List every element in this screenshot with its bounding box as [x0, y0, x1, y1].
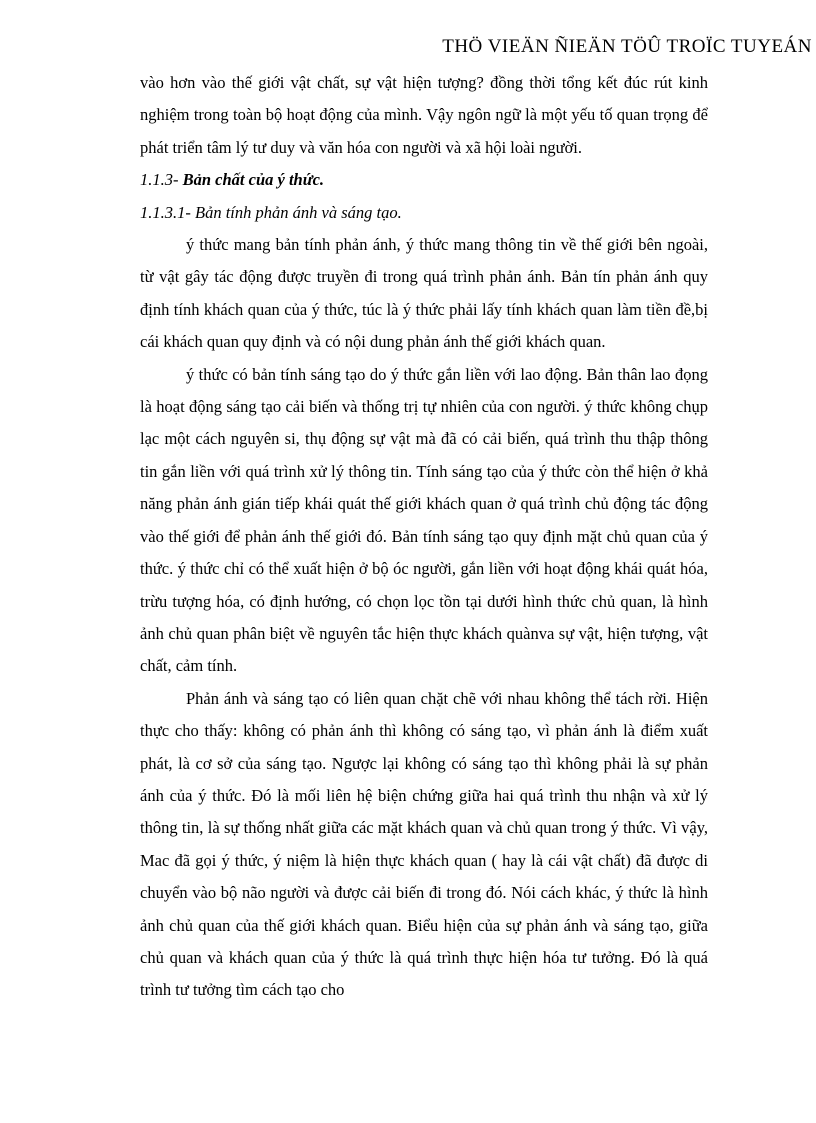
paragraph-reflection: ý thức mang bản tính phản ánh, ý thức mang thông tin về thế giới bên ngoài, từ vật gây tác động được truyền đi trong quá trình phản ánh. Bản tín phản ánh quy định tính khách quan của ý thức, túc là ý thức phải lấy tính khách quan làm tiền đề,bị cái khách quan quy định và có nội dung phản ánh thế giới khách quan.: [140, 235, 708, 352]
paragraph-relation: Phản ánh và sáng tạo có liên quan chặt chẽ với nhau không thể tách rời. Hiện thực cho thấy: không có phản ánh thì không có sáng tạo, vì phản ánh là điểm xuất phát, là cơ sở của sáng tạo. Ngược lại không có sáng tạo thì không phải là sự phản ánh của ý thức. Đó là mối liên hệ biện chứng giữa hai quá trình thu nhận và xử lý thông tin, là sự thống nhất giữa các mặt khách quan và chủ quan trong ý thức. Vì vậy, Mac đã gọi ý thức, ý niệm là hiện thực khách quan ( hay là cái vật chất) đã được di chuyển vào bộ não người và được cải biến đi trong đó. Nói cách khác, ý thức là hình ảnh chủ quan của thế giới khách quan. Biểu hiện của sự phản ánh và sáng tạo, giữa chủ quan và khách quan của ý thức là quá trình thực hiện hóa tư tưởng. Đó là quá trình tư tưởng tìm cách tạo cho: [140, 688, 708, 1000]
intro-paragraph: vào hơn vào thế giới vật chất, sự vật hiện tượng? đồng thời tổng kết đúc rút kinh nghiệm trong toàn bộ hoạt động của mình. Vậy ngôn ngữ là một yếu tố quan trọng để phát triển tâm lý tư duy và văn hóa con người và xã hội loài người.: [140, 73, 708, 157]
section-heading: [140, 164, 708, 196]
section-number: 1.1.3-: [140, 170, 179, 190]
page-header: THÖ VIEÄN ÑIEÄN TÖÛ TROÏC TUYEÁN: [442, 36, 812, 57]
paragraph-creativity: ý thức có bản tính sáng tạo do ý thức gắn liền với lao động. Bản thân lao đọng là hoạt động sáng tạo cải biến và thống trị tự nhiên của con người. ý thức không chụp lạc một cách nguyên si, thụ động sự vật mà đã có cải biến, quá trình thu thập thông tin gắn liền với quá trình xử lý thông tin. Tính sáng tạo của ý thức còn thể hiện ở khả năng phản ánh gián tiếp khái quát thế giới khách quan ở quá trình chủ động tác động vào thế giới để phản ánh thế giới đó. Bản tính sáng tạo quy định mặt chủ quan của ý thức. ý thức chỉ có thể xuất hiện ở bộ óc người, gắn liền với hoạt động khái quát hóa, trừu tượng hóa, có định hướng, có chọn lọc tồn tại dưới hình thức chủ quan, là hình ảnh chủ quan phân biệt về nguyên tắc hiện thực khách quànva sự vật, hiện tượng, vật chất, cảm tính.: [140, 364, 708, 676]
section-title: Bản chất của ý thức.: [182, 170, 325, 190]
document-body: [140, 67, 708, 1007]
subsection-heading: 1.1.3.1- Bản tính phản ánh và sáng tạo.: [140, 202, 402, 222]
